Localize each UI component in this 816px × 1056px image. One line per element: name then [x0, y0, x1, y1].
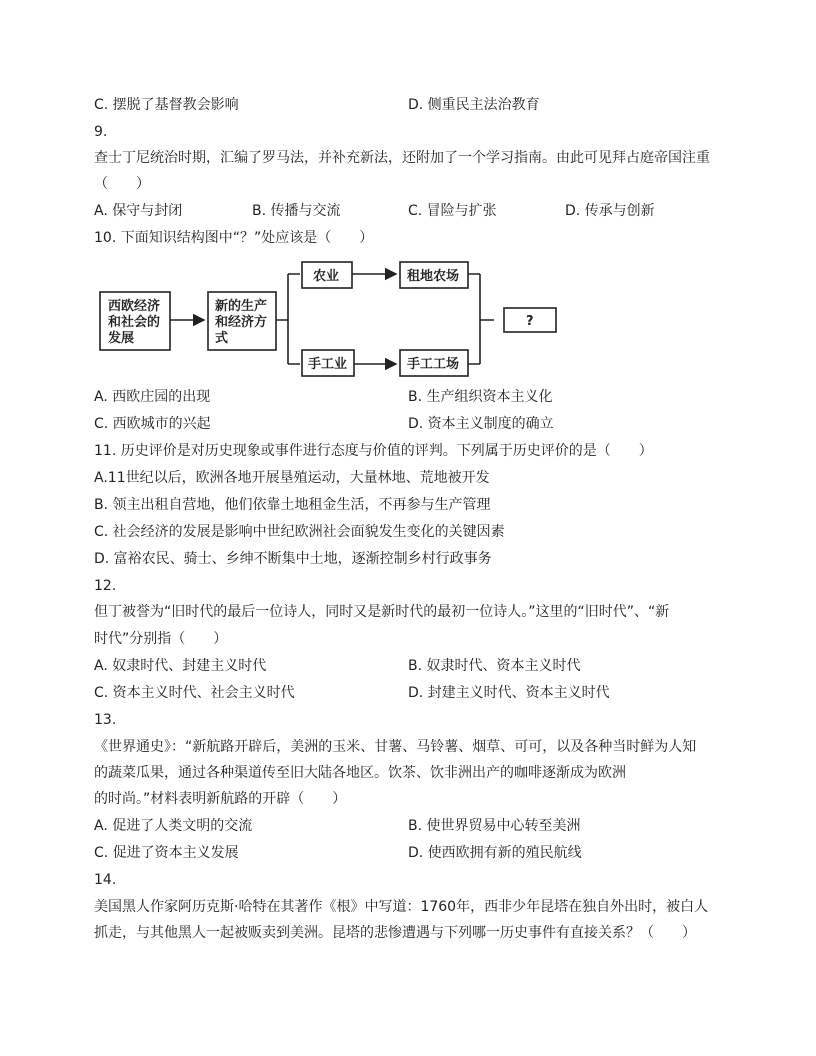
q10-option-a: A. 西欧庄园的出现 [94, 389, 211, 405]
q8-option-c: C. 摆脱了基督教会影响 [94, 97, 239, 113]
q12-option-d: D. 封建主义时代、资本主义时代 [408, 685, 610, 701]
diagram-box1-line3: 发展 [108, 331, 135, 346]
q9-paren: （ ） [94, 176, 150, 192]
q11-option-c: C. 社会经济的发展是影响中世纪欧洲社会面貌发生变化的关键因素 [94, 524, 505, 540]
diagram-handicraft-label: 手工业 [308, 357, 348, 372]
q13-option-b: B. 使世界贸易中心转至美洲 [408, 818, 581, 834]
q11-option-a: A.11世纪以后，欧洲各地开展垦殖运动，大量林地、荒地被开发 [94, 470, 490, 486]
diagram-box2-line3: 式 [215, 331, 229, 346]
q12-stem-line2: 时代”分别指（ ） [94, 631, 228, 647]
q10-stem: 10. 下面知识结构图中“？”处应该是（ ） [94, 230, 374, 246]
q13-stem-line3: 的时尚。”材料表明新航路的开辟（ ） [94, 791, 347, 807]
diagram-question-label: ? [526, 314, 534, 329]
diagram-agriculture-label: 农业 [313, 269, 340, 284]
q14-stem-line1: 美国黑人作家阿历克斯·哈特在其著作《根》中写道：1760年，西非少年昆塔在独自外出时，被白人 [94, 899, 709, 915]
q12-option-c: C. 资本主义时代、社会主义时代 [94, 685, 295, 701]
q13-option-a: A. 促进了人类文明的交流 [94, 818, 253, 834]
q12-option-b: B. 奴隶时代、资本主义时代 [408, 658, 581, 674]
q8-option-d: D. 侧重民主法治教育 [408, 97, 540, 113]
diagram-farm-label: 租地农场 [407, 269, 460, 284]
q11-stem: 11. 历史评价是对历史现象或事件进行态度与价值的评判。下列属于历史评价的是（ ） [94, 443, 653, 459]
q11-option-d: D. 富裕农民、骑士、乡绅不断集中土地，逐渐控制乡村行政事务 [94, 551, 492, 567]
q10-option-d: D. 资本主义制度的确立 [408, 416, 554, 432]
q12-option-a: A. 奴隶时代、封建主义时代 [94, 658, 267, 674]
q14-stem-line2: 抓走，与其他黑人一起被贩卖到美洲。昆塔的悲惨遭遇与下列哪一历史事件有直接关系？（ ） [94, 925, 696, 941]
q9-option-b: B. 传播与交流 [252, 203, 341, 219]
diagram-box1-line2: 和社会的 [108, 315, 161, 330]
q11-option-b: B. 领主出租自营地，他们依靠土地租金生活，不再参与生产管理 [94, 497, 491, 513]
q12-stem-line1: 但丁被誉为“旧时代的最后一位诗人，同时又是新时代的最初一位诗人。”这里的“旧时代”、“新 [94, 604, 670, 620]
q10-option-c: C. 西欧城市的兴起 [94, 416, 211, 432]
diagram-box2-line2: 和经济方 [215, 315, 268, 330]
q14-number: 14. [94, 872, 117, 888]
q13-stem-line1: 《世界通史》：“新航路开辟后，美洲的玉米、甘薯、马铃薯、烟草、可可，以及各种当时鲜为人知 [94, 739, 697, 755]
q9-number: 9. [94, 124, 108, 140]
q13-stem-line2: 的蔬菜瓜果，通过各种渠道传至旧大陆各地区。饮茶、饮非洲出产的咖啡逐渐成为欧洲 [94, 765, 626, 781]
q10-option-b: B. 生产组织资本主义化 [408, 389, 553, 405]
diagram-box2-line1: 新的生产 [215, 299, 268, 314]
diagram-box1-line1: 西欧经济 [108, 299, 161, 314]
q9-option-d: D. 传承与创新 [565, 203, 655, 219]
q13-option-d: D. 使西欧拥有新的殖民航线 [408, 845, 582, 861]
q12-number: 12. [94, 578, 117, 594]
knowledge-structure-diagram [94, 254, 564, 382]
q9-stem: 查士丁尼统治时期，汇编了罗马法，并补充新法，还附加了一个学习指南。由此可见拜占庭帝国注重 [94, 150, 710, 166]
diagram-workshop-label: 手工工场 [407, 357, 460, 372]
q9-option-a: A. 保守与封闭 [94, 203, 183, 219]
q9-option-c: C. 冒险与扩张 [408, 203, 497, 219]
q13-option-c: C. 促进了资本主义发展 [94, 845, 239, 861]
q13-number: 13. [94, 712, 117, 728]
